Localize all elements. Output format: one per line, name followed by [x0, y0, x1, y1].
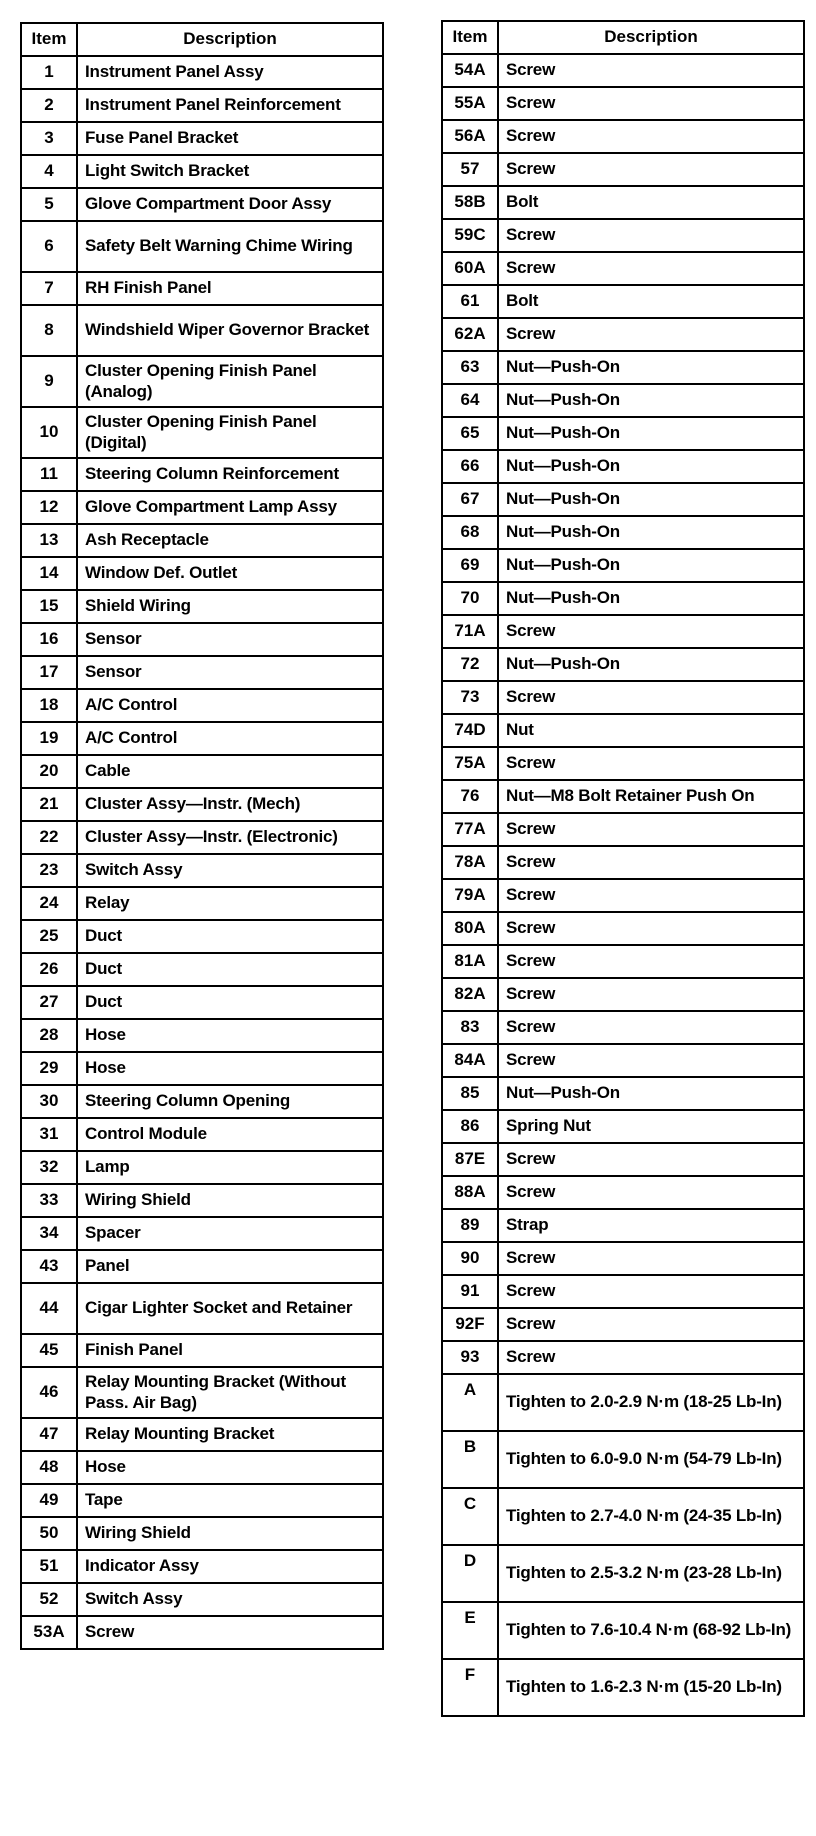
- item-description: Bolt: [498, 186, 804, 219]
- table-row: [21, 1217, 383, 1250]
- item-description: Nut—Push-On: [498, 516, 804, 549]
- item-number: 27: [21, 986, 77, 1019]
- table-row: [442, 318, 804, 351]
- item-description: Ash Receptacle: [77, 524, 383, 557]
- table-row: [21, 524, 383, 557]
- item-number: 26: [21, 953, 77, 986]
- item-number: 78A: [442, 846, 498, 879]
- table-row: [442, 813, 804, 846]
- table-row: [442, 1209, 804, 1242]
- item-number: 8: [21, 305, 77, 356]
- table-row: [21, 407, 383, 458]
- item-number: 75A: [442, 747, 498, 780]
- table-row: [21, 1019, 383, 1052]
- item-description: Strap: [498, 1209, 804, 1242]
- item-description: Screw: [498, 87, 804, 120]
- item-description: Nut—M8 Bolt Retainer Push On: [498, 780, 804, 813]
- item-description: Screw: [498, 978, 804, 1011]
- item-number: 82A: [442, 978, 498, 1011]
- item-description: Cigar Lighter Socket and Retainer: [77, 1283, 383, 1334]
- item-number: 24: [21, 887, 77, 920]
- item-description: Nut—Push-On: [498, 483, 804, 516]
- table-row: [21, 1184, 383, 1217]
- table-row: [21, 1085, 383, 1118]
- table-row: [21, 1283, 383, 1334]
- item-number: 30: [21, 1085, 77, 1118]
- table-row: [21, 1367, 383, 1418]
- table-row: [442, 516, 804, 549]
- item-description: Screw: [498, 1242, 804, 1275]
- item-description: Wiring Shield: [77, 1184, 383, 1217]
- table-row: [21, 986, 383, 1019]
- item-number: 86: [442, 1110, 498, 1143]
- note-letter: B: [442, 1431, 498, 1488]
- item-description: Screw: [498, 1044, 804, 1077]
- table-row: [21, 305, 383, 356]
- table-row: [21, 887, 383, 920]
- table-row: [442, 1011, 804, 1044]
- item-number: 60A: [442, 252, 498, 285]
- item-number: 11: [21, 458, 77, 491]
- item-number: 92F: [442, 1308, 498, 1341]
- table-row: [442, 384, 804, 417]
- item-number: 79A: [442, 879, 498, 912]
- table-row: [442, 1242, 804, 1275]
- item-number: 23: [21, 854, 77, 887]
- table-row: [442, 780, 804, 813]
- item-description: Screw: [77, 1616, 383, 1649]
- table-row: [442, 483, 804, 516]
- item-description: A/C Control: [77, 689, 383, 722]
- item-description: Cluster Opening Finish Panel (Digital): [77, 407, 383, 458]
- item-description: Switch Assy: [77, 1583, 383, 1616]
- item-number: 67: [442, 483, 498, 516]
- torque-note-row: [442, 1431, 804, 1488]
- item-number: 44: [21, 1283, 77, 1334]
- item-description: Shield Wiring: [77, 590, 383, 623]
- item-description: Switch Assy: [77, 854, 383, 887]
- item-number: 58B: [442, 186, 498, 219]
- item-number: 88A: [442, 1176, 498, 1209]
- item-description: Hose: [77, 1019, 383, 1052]
- item-description: Screw: [498, 879, 804, 912]
- item-number: 73: [442, 681, 498, 714]
- item-description: RH Finish Panel: [77, 272, 383, 305]
- item-description: Screw: [498, 252, 804, 285]
- table-row: [442, 1143, 804, 1176]
- item-number: 13: [21, 524, 77, 557]
- item-number: 6: [21, 221, 77, 272]
- item-number: 29: [21, 1052, 77, 1085]
- item-description: Duct: [77, 920, 383, 953]
- item-number: 57: [442, 153, 498, 186]
- item-description: Control Module: [77, 1118, 383, 1151]
- item-number: 32: [21, 1151, 77, 1184]
- torque-specification: Tighten to 2.0-2.9 N·m (18-25 Lb-In): [498, 1374, 804, 1431]
- item-number: 49: [21, 1484, 77, 1517]
- item-number: 65: [442, 417, 498, 450]
- item-number: 5: [21, 188, 77, 221]
- table-row: [442, 714, 804, 747]
- item-number: 16: [21, 623, 77, 656]
- item-number: 1: [21, 56, 77, 89]
- item-number: 45: [21, 1334, 77, 1367]
- table-row: [21, 221, 383, 272]
- item-description: Steering Column Opening: [77, 1085, 383, 1118]
- item-number: 74D: [442, 714, 498, 747]
- table-row: [21, 272, 383, 305]
- item-description: Screw: [498, 153, 804, 186]
- item-number: 33: [21, 1184, 77, 1217]
- item-description: Duct: [77, 953, 383, 986]
- item-number: 63: [442, 351, 498, 384]
- item-description: Screw: [498, 1275, 804, 1308]
- item-number: 7: [21, 272, 77, 305]
- table-row: [21, 1250, 383, 1283]
- item-description: Light Switch Bracket: [77, 155, 383, 188]
- table-row: [21, 1517, 383, 1550]
- item-number: 51: [21, 1550, 77, 1583]
- torque-specification: Tighten to 6.0-9.0 N·m (54-79 Lb-In): [498, 1431, 804, 1488]
- item-number: 93: [442, 1341, 498, 1374]
- item-description: Windshield Wiper Governor Bracket: [77, 305, 383, 356]
- item-number: 47: [21, 1418, 77, 1451]
- table-row: [21, 1550, 383, 1583]
- torque-note-row: [442, 1659, 804, 1716]
- item-description: Fuse Panel Bracket: [77, 122, 383, 155]
- item-description: Screw: [498, 120, 804, 153]
- table-row: [21, 1334, 383, 1367]
- description-column-header: Description: [77, 23, 383, 56]
- item-description: Hose: [77, 1052, 383, 1085]
- note-letter: C: [442, 1488, 498, 1545]
- table-row: [442, 351, 804, 384]
- torque-note-row: [442, 1545, 804, 1602]
- item-number: 14: [21, 557, 77, 590]
- item-description: Screw: [498, 912, 804, 945]
- item-number: 4: [21, 155, 77, 188]
- table-row: [21, 188, 383, 221]
- table-row: [21, 122, 383, 155]
- item-number: 2: [21, 89, 77, 122]
- item-column-header: Item: [442, 21, 498, 54]
- item-number: 12: [21, 491, 77, 524]
- item-description: Screw: [498, 1176, 804, 1209]
- item-description: Nut—Push-On: [498, 1077, 804, 1110]
- item-number: 56A: [442, 120, 498, 153]
- item-number: 61: [442, 285, 498, 318]
- torque-specification: Tighten to 1.6-2.3 N·m (15-20 Lb-In): [498, 1659, 804, 1716]
- item-description: Relay: [77, 887, 383, 920]
- table-row: [442, 879, 804, 912]
- torque-specification: Tighten to 2.7-4.0 N·m (24-35 Lb-In): [498, 1488, 804, 1545]
- item-number: 91: [442, 1275, 498, 1308]
- note-letter: F: [442, 1659, 498, 1716]
- item-description: Lamp: [77, 1151, 383, 1184]
- table-row: [21, 1616, 383, 1649]
- table-row: [21, 56, 383, 89]
- table-row: [442, 54, 804, 87]
- item-number: 55A: [442, 87, 498, 120]
- table-row: [21, 1118, 383, 1151]
- item-description: Screw: [498, 1308, 804, 1341]
- item-description: Screw: [498, 1341, 804, 1374]
- table-row: [442, 1077, 804, 1110]
- item-description: Sensor: [77, 623, 383, 656]
- table-row: [21, 755, 383, 788]
- item-description: Safety Belt Warning Chime Wiring: [77, 221, 383, 272]
- table-row: [442, 615, 804, 648]
- table-row: [21, 1451, 383, 1484]
- table-row: [21, 1418, 383, 1451]
- table-row: [21, 689, 383, 722]
- note-letter: A: [442, 1374, 498, 1431]
- torque-specification: Tighten to 2.5-3.2 N·m (23-28 Lb-In): [498, 1545, 804, 1602]
- table-row: [442, 1044, 804, 1077]
- item-description: Screw: [498, 219, 804, 252]
- item-number: 71A: [442, 615, 498, 648]
- item-description: Wiring Shield: [77, 1517, 383, 1550]
- table-row: [442, 120, 804, 153]
- note-letter: E: [442, 1602, 498, 1659]
- item-description: Glove Compartment Door Assy: [77, 188, 383, 221]
- item-description: Screw: [498, 1011, 804, 1044]
- table-row: [442, 1110, 804, 1143]
- item-description: Relay Mounting Bracket: [77, 1418, 383, 1451]
- description-column-header: Description: [498, 21, 804, 54]
- item-number: 62A: [442, 318, 498, 351]
- table-row: [442, 1308, 804, 1341]
- table-row: [21, 788, 383, 821]
- table-row: [21, 623, 383, 656]
- item-description: Instrument Panel Reinforcement: [77, 89, 383, 122]
- item-number: 19: [21, 722, 77, 755]
- item-number: 46: [21, 1367, 77, 1418]
- item-column-header: Item: [21, 23, 77, 56]
- item-description: Screw: [498, 615, 804, 648]
- table-row: [21, 491, 383, 524]
- table-row: [442, 87, 804, 120]
- item-number: 15: [21, 590, 77, 623]
- item-number: 85: [442, 1077, 498, 1110]
- item-number: 70: [442, 582, 498, 615]
- item-description: Screw: [498, 945, 804, 978]
- table-header-row: [21, 23, 383, 56]
- item-number: 72: [442, 648, 498, 681]
- parts-table-right: [441, 20, 805, 1717]
- item-description: Relay Mounting Bracket (Without Pass. Air Bag): [77, 1367, 383, 1418]
- table-row: [442, 648, 804, 681]
- item-number: 84A: [442, 1044, 498, 1077]
- item-description: Sensor: [77, 656, 383, 689]
- item-number: 9: [21, 356, 77, 407]
- table-row: [442, 1341, 804, 1374]
- table-row: [21, 590, 383, 623]
- item-description: Cluster Opening Finish Panel (Analog): [77, 356, 383, 407]
- item-number: 68: [442, 516, 498, 549]
- item-number: 21: [21, 788, 77, 821]
- item-description: Indicator Assy: [77, 1550, 383, 1583]
- item-description: Tape: [77, 1484, 383, 1517]
- table-row: [21, 89, 383, 122]
- item-number: 10: [21, 407, 77, 458]
- table-row: [21, 1151, 383, 1184]
- item-description: Spacer: [77, 1217, 383, 1250]
- table-row: [442, 153, 804, 186]
- table-row: [442, 417, 804, 450]
- table-row: [21, 458, 383, 491]
- table-row: [442, 1176, 804, 1209]
- item-number: 18: [21, 689, 77, 722]
- item-number: 89: [442, 1209, 498, 1242]
- item-number: 25: [21, 920, 77, 953]
- torque-note-row: [442, 1602, 804, 1659]
- item-number: 3: [21, 122, 77, 155]
- item-description: Finish Panel: [77, 1334, 383, 1367]
- item-description: Screw: [498, 813, 804, 846]
- item-description: Nut—Push-On: [498, 582, 804, 615]
- item-description: Screw: [498, 318, 804, 351]
- item-description: Steering Column Reinforcement: [77, 458, 383, 491]
- item-number: 28: [21, 1019, 77, 1052]
- item-description: Screw: [498, 681, 804, 714]
- item-description: Nut—Push-On: [498, 549, 804, 582]
- item-number: 34: [21, 1217, 77, 1250]
- item-description: Nut—Push-On: [498, 450, 804, 483]
- table-row: [442, 219, 804, 252]
- item-number: 22: [21, 821, 77, 854]
- table-row: [442, 186, 804, 219]
- table-row: [21, 854, 383, 887]
- item-number: 64: [442, 384, 498, 417]
- table-row: [442, 549, 804, 582]
- item-description: Panel: [77, 1250, 383, 1283]
- item-description: Cluster Assy—Instr. (Electronic): [77, 821, 383, 854]
- table-row: [21, 656, 383, 689]
- item-number: 83: [442, 1011, 498, 1044]
- table-row: [442, 912, 804, 945]
- item-number: 43: [21, 1250, 77, 1283]
- table-row: [442, 450, 804, 483]
- item-number: 76: [442, 780, 498, 813]
- item-number: 59C: [442, 219, 498, 252]
- item-description: Duct: [77, 986, 383, 1019]
- table-row: [442, 1275, 804, 1308]
- item-description: Instrument Panel Assy: [77, 56, 383, 89]
- item-description: Hose: [77, 1451, 383, 1484]
- item-number: 31: [21, 1118, 77, 1151]
- table-row: [21, 1583, 383, 1616]
- torque-specification: Tighten to 7.6-10.4 N·m (68-92 Lb-In): [498, 1602, 804, 1659]
- item-description: A/C Control: [77, 722, 383, 755]
- item-description: Screw: [498, 747, 804, 780]
- item-description: Screw: [498, 846, 804, 879]
- table-row: [21, 953, 383, 986]
- item-number: 66: [442, 450, 498, 483]
- item-description: Glove Compartment Lamp Assy: [77, 491, 383, 524]
- item-description: Nut—Push-On: [498, 648, 804, 681]
- parts-table-left: [20, 22, 384, 1650]
- item-number: 53A: [21, 1616, 77, 1649]
- table-row: [21, 920, 383, 953]
- table-row: [442, 285, 804, 318]
- item-description: Nut—Push-On: [498, 417, 804, 450]
- table-row: [442, 582, 804, 615]
- table-row: [442, 846, 804, 879]
- item-description: Spring Nut: [498, 1110, 804, 1143]
- table-row: [21, 1052, 383, 1085]
- item-description: Bolt: [498, 285, 804, 318]
- item-number: 77A: [442, 813, 498, 846]
- torque-note-row: [442, 1374, 804, 1431]
- table-row: [442, 945, 804, 978]
- item-description: Cable: [77, 755, 383, 788]
- table-row: [21, 356, 383, 407]
- item-number: 81A: [442, 945, 498, 978]
- torque-note-row: [442, 1488, 804, 1545]
- item-number: 80A: [442, 912, 498, 945]
- item-number: 20: [21, 755, 77, 788]
- table-row: [21, 155, 383, 188]
- item-number: 54A: [442, 54, 498, 87]
- item-number: 90: [442, 1242, 498, 1275]
- item-number: 48: [21, 1451, 77, 1484]
- table-row: [21, 722, 383, 755]
- table-header-row: [442, 21, 804, 54]
- item-description: Screw: [498, 54, 804, 87]
- item-description: Nut: [498, 714, 804, 747]
- table-row: [21, 557, 383, 590]
- table-row: [21, 821, 383, 854]
- item-description: Cluster Assy—Instr. (Mech): [77, 788, 383, 821]
- table-row: [21, 1484, 383, 1517]
- item-number: 52: [21, 1583, 77, 1616]
- table-row: [442, 252, 804, 285]
- item-number: 17: [21, 656, 77, 689]
- item-description: Screw: [498, 1143, 804, 1176]
- note-letter: D: [442, 1545, 498, 1602]
- item-description: Nut—Push-On: [498, 384, 804, 417]
- item-number: 87E: [442, 1143, 498, 1176]
- table-row: [442, 978, 804, 1011]
- table-row: [442, 747, 804, 780]
- item-description: Nut—Push-On: [498, 351, 804, 384]
- item-number: 50: [21, 1517, 77, 1550]
- item-number: 69: [442, 549, 498, 582]
- table-row: [442, 681, 804, 714]
- item-description: Window Def. Outlet: [77, 557, 383, 590]
